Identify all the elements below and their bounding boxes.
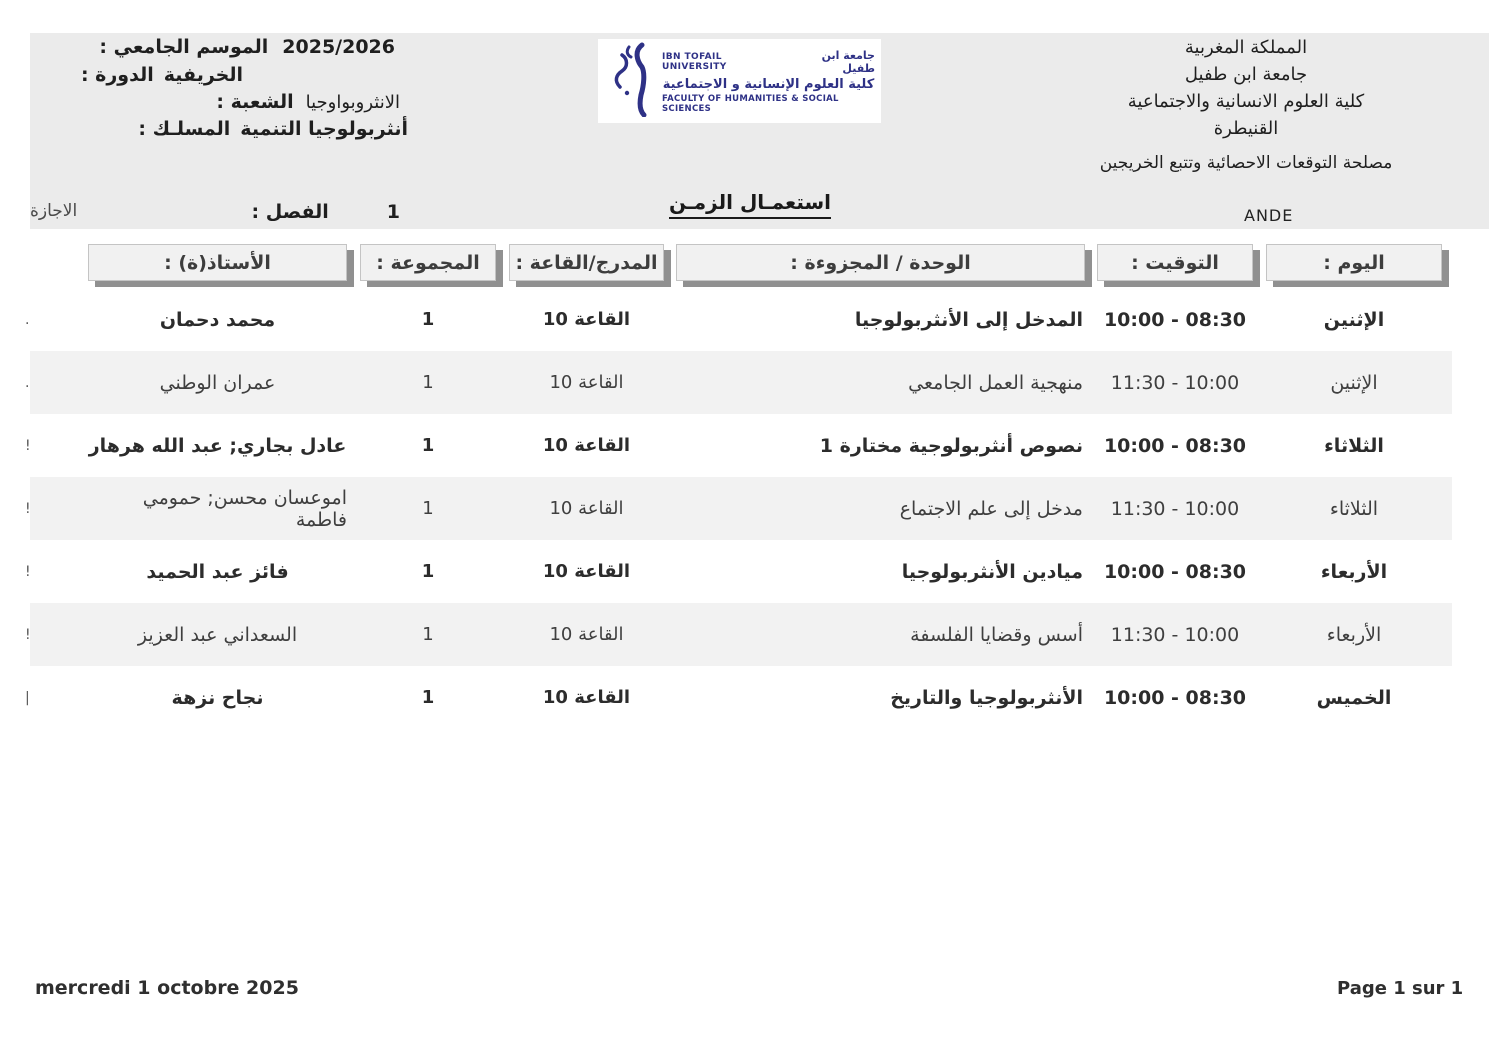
semester-label: الفصل : <box>251 201 329 223</box>
branch-value: الانثروبواوجيا <box>305 92 400 113</box>
cell-day: الإثنين <box>1330 371 1378 394</box>
cell-time: 10:00 - 08:30 <box>1103 308 1247 331</box>
logo-en-faculty: FACULTY OF HUMANITIES & SOCIAL SCIENCES <box>662 93 839 114</box>
column-header-unit: الوحدة / المجزوءة : <box>676 244 1085 281</box>
cell-room: القاعة 10 <box>542 561 631 582</box>
track-value: أنثربولوجيا التنمية <box>240 118 408 140</box>
branch-label: الشعبة : <box>216 91 294 113</box>
cell-group: 1 <box>421 687 435 708</box>
cell-professor: عمران الوطني <box>159 371 276 394</box>
cell-day: الأربعاء <box>1320 560 1388 583</box>
cell-day: الخميس <box>1316 686 1392 709</box>
cell-unit: مدخل إلى علم الاجتماع <box>899 497 1083 520</box>
table-row <box>25 540 1452 603</box>
table-row <box>25 477 1452 540</box>
cell-day: الأربعاء <box>1326 623 1382 646</box>
column-header-day: اليوم : <box>1266 244 1442 281</box>
cell-time: 10:00 - 08:30 <box>1103 434 1247 457</box>
column-header-group: المجموعة : <box>360 244 496 281</box>
logo-ar-faculty: كلية العلوم الإنسانية و الاجتماعية <box>662 76 875 92</box>
cell-time: 11:30 - 10:00 <box>1110 371 1240 394</box>
field-academic-year <box>99 36 395 58</box>
cell-room: القاعة 10 <box>549 372 624 393</box>
cell-professor: اموعسان محسن; حمومي فاطمة <box>142 486 347 531</box>
cell-time: 11:30 - 10:00 <box>1110 623 1240 646</box>
table-row <box>25 666 1452 729</box>
cell-unit: المدخل إلى الأنثربولوجيا <box>854 308 1083 331</box>
cell-unit: منهجية العمل الجامعي <box>908 371 1083 394</box>
footer-date: mercredi 1 octobre 2025 <box>35 977 299 999</box>
cell-day: الثلاثاء <box>1324 434 1384 457</box>
academic-year-label: الموسم الجامعي : <box>99 36 269 58</box>
footer-page-number: Page 1 sur 1 <box>1337 978 1464 999</box>
university-logo <box>598 39 881 123</box>
cell-day: الثلاثاء <box>1329 497 1379 520</box>
table-row <box>25 414 1452 477</box>
cell-time: 10:00 - 08:30 <box>1103 686 1247 709</box>
session-label: الدورة : <box>80 64 154 86</box>
cell-group: 1 <box>421 435 435 456</box>
field-semester <box>252 201 400 223</box>
cell-group: 1 <box>421 309 435 330</box>
field-track <box>138 118 408 140</box>
cell-room: القاعة 10 <box>549 498 624 519</box>
field-branch <box>216 91 400 113</box>
truncated-edge-text: ! <box>25 626 31 643</box>
cell-unit: ميادين الأنثربولوجيا <box>901 560 1083 583</box>
kingdom-line: المملكة المغربية <box>1184 37 1308 58</box>
cell-professor: فائز عبد الحميد <box>146 560 289 583</box>
field-session <box>81 64 243 86</box>
cell-professor: نجاح نزهة <box>171 686 264 709</box>
cell-time: 10:00 - 08:30 <box>1103 560 1247 583</box>
cell-group: 1 <box>422 372 434 393</box>
cell-professor: عادل بجاري; عبد الله هرهار <box>88 434 347 457</box>
ande-text: ANDE <box>1244 206 1294 225</box>
truncated-edge-text: . <box>25 311 30 328</box>
semester-value: 1 <box>386 201 400 223</box>
cell-room: القاعة 10 <box>542 435 631 456</box>
track-label: المسلـك : <box>138 118 231 140</box>
column-header-room: المدرج/القاعة : <box>509 244 664 281</box>
table-row <box>25 603 1452 666</box>
session-value: الخريفية <box>163 64 243 86</box>
cell-room: القاعة 10 <box>542 309 631 330</box>
cell-room: القاعة 10 <box>542 687 631 708</box>
service-line: مصلحة التوقعات الاحصائية وتتبع الخريجين <box>1099 153 1393 173</box>
cell-unit: الأنثربولوجيا والتاريخ <box>890 686 1083 709</box>
truncated-edge-text: ! <box>25 500 31 517</box>
faculty-line: كلية العلوم الانسانية والاجتماعية <box>1127 91 1365 112</box>
truncated-edge-text: ! <box>25 563 31 580</box>
logo-text <box>662 49 875 114</box>
logo-en-name: IBN TOFAIL UNIVERSITY <box>662 51 727 72</box>
cell-group: 1 <box>421 561 435 582</box>
institution-block <box>1080 34 1412 142</box>
logo-ar-name: جامعة ابن طفيل <box>821 48 875 75</box>
cell-unit: نصوص أنثربولوجية مختارة 1 <box>819 434 1083 457</box>
table-row <box>25 288 1452 351</box>
page-title: استعمـال الزمـن <box>620 190 880 219</box>
cell-room: القاعة 10 <box>549 624 624 645</box>
cell-group: 1 <box>422 498 434 519</box>
cell-time: 11:30 - 10:00 <box>1110 497 1240 520</box>
city-line: القنيطرة <box>1213 118 1279 139</box>
table-row <box>25 351 1452 414</box>
truncated-edge-text: . <box>25 374 30 391</box>
degree-label: الاجازة <box>30 201 78 221</box>
academic-year-value: 2025/2026 <box>282 36 395 58</box>
university-line: جامعة ابن طفيل <box>1184 64 1308 85</box>
cell-group: 1 <box>422 624 434 645</box>
cell-professor: محمد دحمان <box>159 308 276 331</box>
cell-day: الإثنين <box>1323 308 1385 331</box>
column-header-time: التوقيت : <box>1097 244 1253 281</box>
cell-unit: أسس وقضايا الفلسفة <box>910 623 1083 646</box>
column-header-professor: الأستاذ(ة) : <box>88 244 347 281</box>
logo-calligraphy-icon <box>604 41 656 121</box>
truncated-edge-text: | <box>25 689 30 706</box>
cell-professor: السعداني عبد العزيز <box>137 623 298 646</box>
truncated-edge-text: ! <box>25 437 31 454</box>
